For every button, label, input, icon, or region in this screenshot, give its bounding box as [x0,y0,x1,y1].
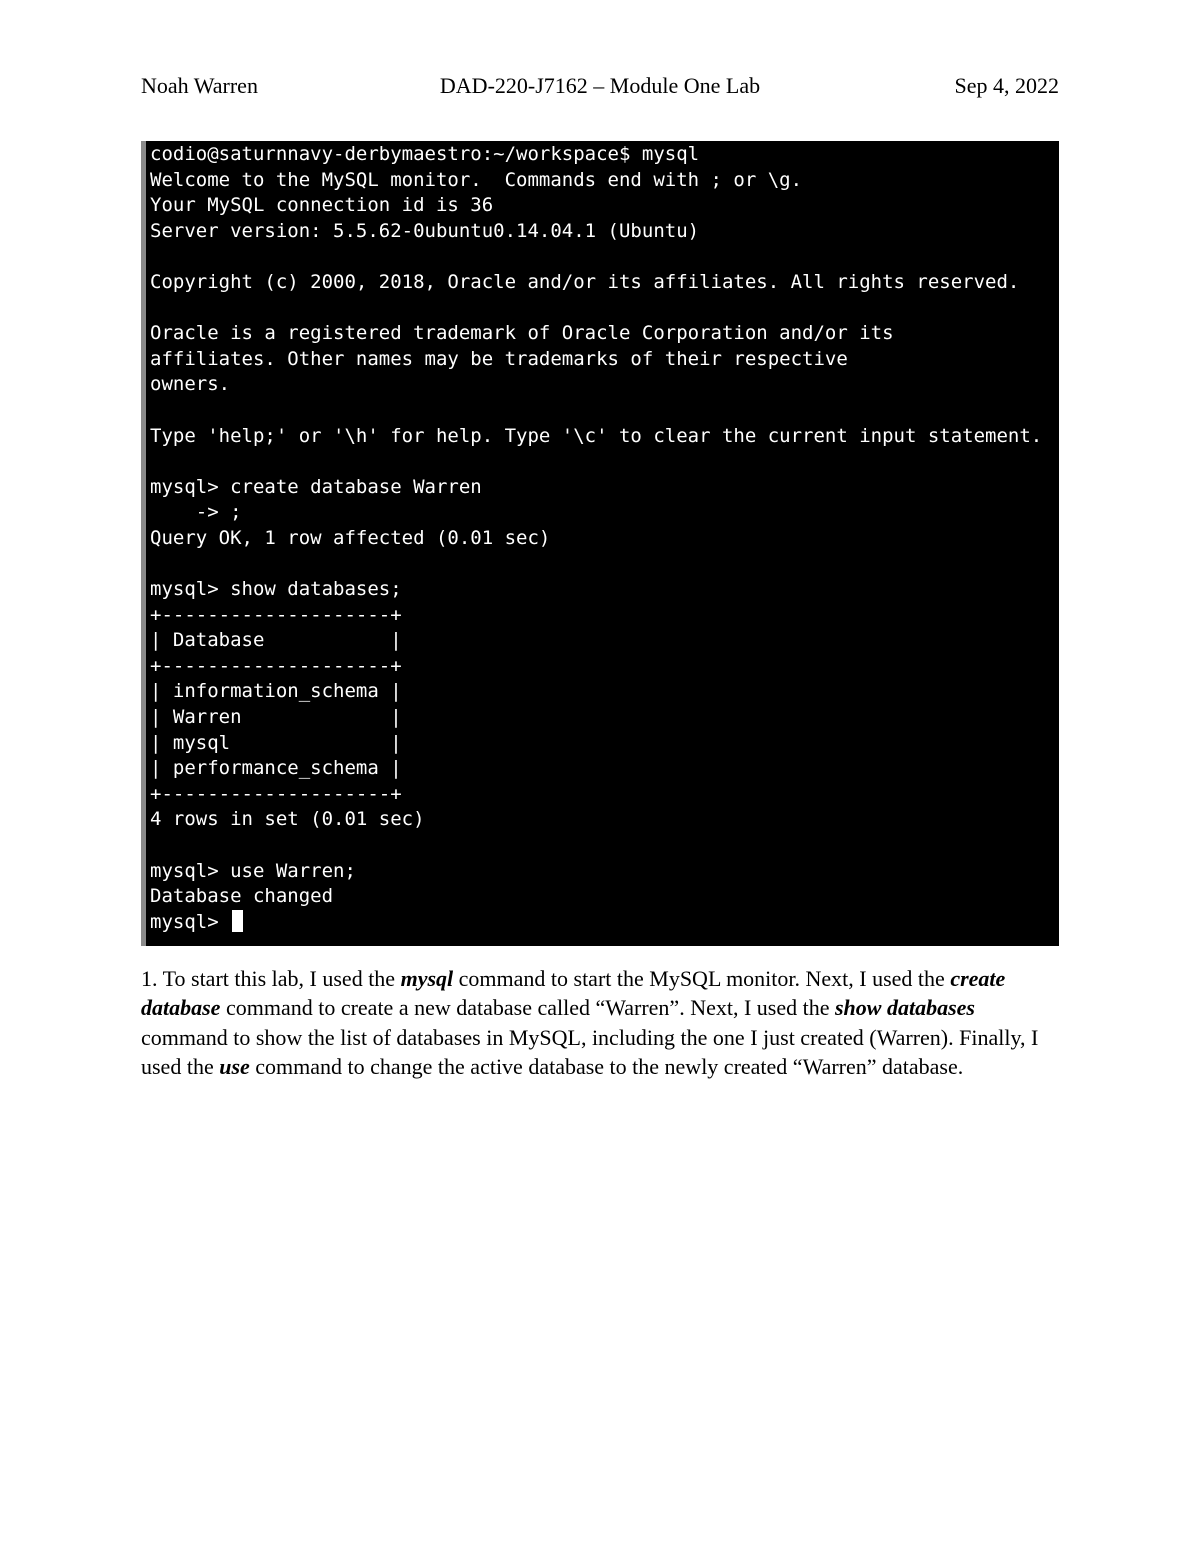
terminal-line: +--------------------+ [150,603,402,626]
lab-description [141,964,1059,1081]
keyword-mysql: mysql [400,966,454,991]
terminal-line [150,449,1059,475]
terminal-line: | mysql | [150,731,402,754]
description-text: command to show the list of databases in MySQL, including the one I just created (Warren). Finally, I used the [141,1024,1039,1079]
terminal-line [150,552,1059,578]
terminal-line: codio@saturnnavy-derbymaestro:~/workspace$ mysql [150,143,700,165]
terminal-line: Copyright (c) 2000, 2018, Oracle and/or its affiliates. All rights reserved. [150,270,1020,293]
terminal-prompt: mysql> [150,910,231,933]
terminal-line: mysql> show databases; [150,578,402,601]
terminal-line [150,398,1059,424]
terminal-line: Query OK, 1 row affected (0.01 sec) [150,526,551,549]
description-text: 1. To start this lab, I used the [141,966,401,991]
description-text: command to start the MySQL monitor. Next, I used the [453,966,951,991]
terminal-screenshot [141,141,1059,946]
terminal-line: Server version: 5.5.62-0ubuntu0.14.04.1 (Ubuntu) [150,219,700,242]
terminal-line: | Database | [150,629,402,652]
terminal-line: 4 rows in set (0.01 sec) [150,808,425,831]
terminal-line: Your MySQL connection id is 36 [150,194,494,217]
terminal-line: +--------------------+ [150,782,402,805]
terminal-line [150,833,1059,859]
terminal-cursor [232,910,243,932]
description-text: command to change the active database to the newly created “Warren” database. [249,1053,964,1079]
terminal-line: -> ; [150,501,242,524]
terminal-line: mysql> use Warren; [150,859,356,882]
document-date: Sep 4, 2022 [954,73,1059,98]
description-text: command to create a new database called “Warren”. Next, I used the [220,995,835,1021]
terminal-line: | performance_schema | [150,757,402,780]
terminal-line: affiliates. Other names may be trademarks of their respective [150,347,848,370]
document-title: DAD-220-J7162 – Module One Lab [439,73,761,98]
terminal-prompt-line [150,910,1059,936]
terminal-line: Database changed [150,885,334,908]
terminal-line: owners. [150,373,231,396]
terminal-line: +--------------------+ [150,654,402,677]
keyword-use: use [219,1053,250,1079]
terminal-line: Oracle is a registered trademark of Oracle Corporation and/or its [150,322,894,345]
keyword-show-databases: show databases [835,995,975,1021]
keyword-create-database: create database [141,966,1006,1021]
terminal-line: | Warren | [150,706,402,729]
terminal-line: Type 'help;' or '\h' for help. Type '\c' to clear the current input statement. [150,424,1043,447]
terminal-line [150,296,1059,322]
terminal-line [150,244,1059,270]
terminal-line: Welcome to the MySQL monitor. Commands end with ; or \g. [150,168,803,191]
terminal-line: | information_schema | [150,680,402,703]
author-name: Noah Warren [141,73,258,98]
terminal-line: mysql> create database Warren [150,475,482,498]
page-header [141,70,1059,102]
